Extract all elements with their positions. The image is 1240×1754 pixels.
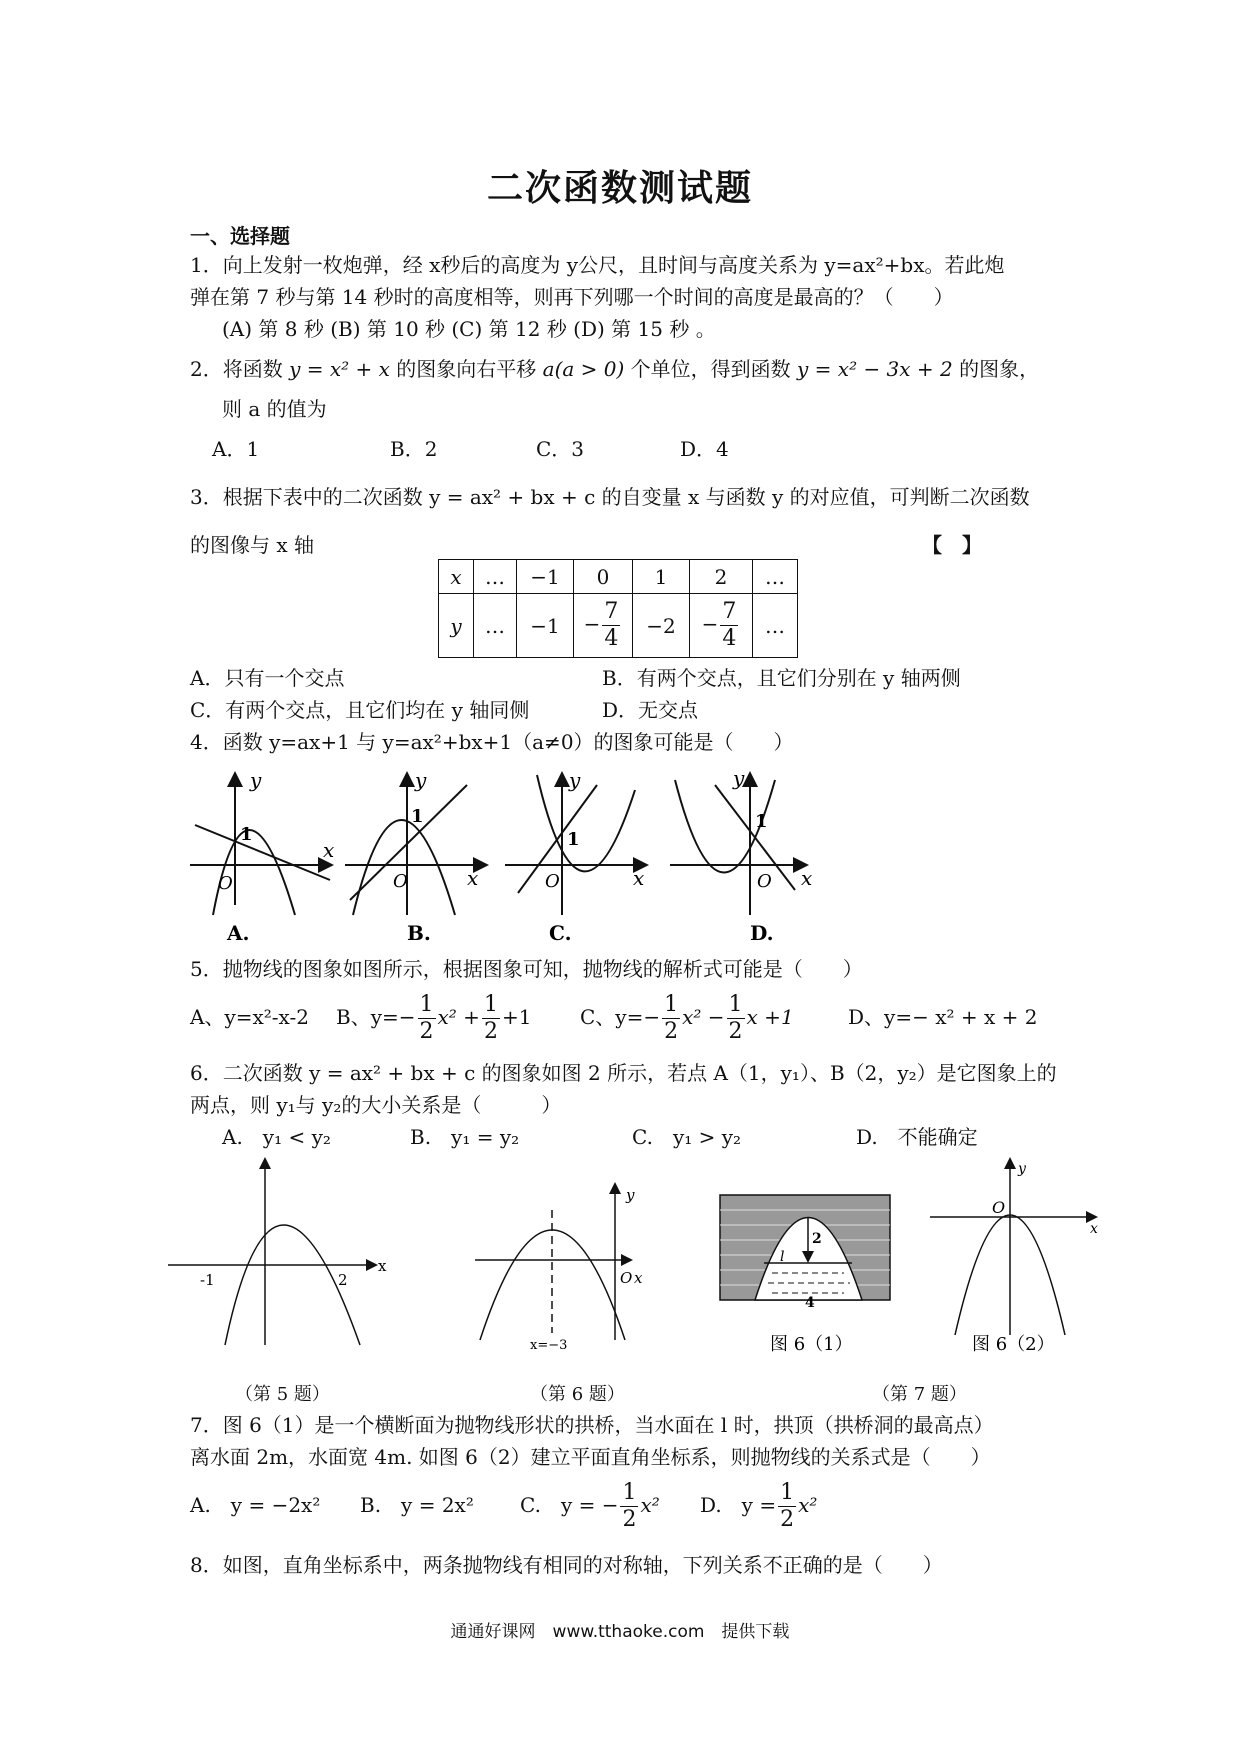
page-title: 二次函数测试题 [486,167,753,209]
graph-a-y-label: y [250,768,262,792]
fig5-neg1: -1 [200,1271,215,1289]
q5-option-c: C、y=− $\frac{1}{2}$ x² − $\frac{1}{2}$ x +1 [580,992,794,1044]
graph-c-one: 1 [567,829,580,850]
figure-q7-bridge [720,1195,890,1300]
fig6-origin: O [620,1269,633,1287]
q3-line2: 的图像与 x 轴 [190,533,314,557]
fig5-caption: （第 5 题） [235,1384,330,1405]
page-footer: 通通好课网 www.tthaoke.com 提供下载 [450,1622,790,1642]
section-heading: 一、选择题 [190,224,290,248]
q5-line1: 5．抛物线的图象如图所示，根据图象可知，抛物线的解析式可能是（ ） [190,957,863,981]
graph-c-origin: O [545,871,560,892]
fig7b-origin: O [992,1198,1006,1217]
q6-line1: 6．二次函数 y = ax² + bx + c 的图象如图 2 所示，若点 A（1，y₁）、B（2，y₂）是它图象上的 [190,1061,1057,1085]
q6-option-a: A. y₁ < y₂ [222,1125,331,1149]
q3-line1: 3．根据下表中的二次函数 y = ax² + bx + c 的自变量 x 与函数 y 的对应值，可判断二次函数 [190,485,1030,509]
q3-option-a: A．只有一个交点 [190,666,345,690]
graph-d-label: D. [750,921,774,945]
fig7-width: 4 [805,1295,815,1311]
table-cell: 2 [690,560,753,594]
q1-options: (A) 第 8 秒 (B) 第 10 秒 (C) 第 12 秒 (D) 第 15 秒 。 [222,317,716,341]
table-cell: 1 [633,560,690,594]
graph-a [190,775,330,915]
fig7a-caption: 图 6（1） [770,1334,853,1355]
graph-a-x-label: x [323,838,335,862]
q5-option-b: B、y=− $\frac{1}{2}$ x² + $\frac{1}{2}$ +1 [336,992,532,1044]
graph-b [345,775,485,915]
q6-option-c: C. y₁ > y₂ [632,1125,742,1149]
q2-option-a: A．1 [212,437,260,461]
figure-q5 [168,1160,375,1345]
graph-b-y-label: y [415,768,427,792]
fig7b-caption: 图 6（2） [972,1334,1055,1355]
q4-graphs [185,765,825,955]
graph-d-y-label: y [733,766,745,790]
q2-option-d: D．4 [680,437,729,461]
graph-a-origin: O [218,873,233,894]
fig6-x: x [634,1269,643,1287]
fig7b-x: x [1090,1221,1098,1237]
q1-line2: 弹在第 7 秒与第 14 秒时的高度相等，则再下列哪一个时间的高度是最高的？（ ） [190,285,954,309]
graph-d-one: 1 [755,811,768,832]
table-cell: … [474,560,517,594]
q5-option-d: D、y=− x² + x + 2 [848,1005,1038,1029]
fig5-two: 2 [338,1271,348,1289]
graph-d-x-label: x [801,866,813,890]
q6-option-b: B. y₁ = y₂ [410,1125,520,1149]
graph-b-x-label: x [467,866,479,890]
fig6-y: y [626,1186,635,1204]
fig7-height: 2 [812,1231,822,1247]
graph-b-one: 1 [411,806,424,827]
q4-line1: 4．函数 y=ax+1 与 y=ax²+bx+1（a≠0）的图象可能是（ ） [190,730,794,754]
q2-option-b: B．2 [390,437,438,461]
q8-line1: 8．如图，直角坐标系中，两条抛物线有相同的对称轴，下列关系不正确的是（ ） [190,1553,943,1577]
table-cell: 0 [574,560,633,594]
figure-q6 [475,1185,633,1340]
table-row [439,594,798,658]
graph-c-label: C. [549,921,572,945]
table-cell: − $\frac{7}{4}$ [574,594,633,658]
fig7b-y: y [1018,1161,1026,1177]
q7-option-a: A. y = −2x² [190,1493,321,1517]
table-cell: y [439,594,474,658]
q6-line2: 两点，则 y₁与 y₂的大小关系是（ ） [190,1093,562,1117]
table-cell: −2 [633,594,690,658]
fig7-water-label: l [780,1249,785,1265]
value-table [438,559,798,658]
graph-b-origin: O [393,871,408,892]
graph-c-x-label: x [633,866,645,890]
q3-option-d: D．无交点 [602,698,699,722]
table-cell: … [753,594,798,658]
table-cell: −1 [517,560,574,594]
q1-line1: 1．向上发射一枚炮弹，经 x秒后的高度为 y公尺，且时间与高度关系为 y=ax²+bx。若此炮 [190,253,1005,277]
figure-q7-axes [930,1160,1095,1335]
q3-option-b: B．有两个交点，且它们分别在 y 轴两侧 [602,666,961,690]
q7-option-c: C. y = − $\frac{1}{2}$ x² [520,1480,660,1532]
table-cell: − $\frac{7}{4}$ [690,594,753,658]
q7-option-d: D. y = $\frac{1}{2}$ x² [700,1480,818,1532]
graph-a-one: 1 [240,824,253,845]
table-row [439,560,798,594]
figures-row [160,1155,1110,1355]
table-cell: … [474,594,517,658]
table-cell: x [439,560,474,594]
graph-a-label: A. [227,921,250,945]
q7-line1: 7．图 6（1）是一个横断面为抛物线形状的拱桥，当水面在 l 时，拱顶（拱桥洞的最高点） [190,1413,994,1437]
q6-option-d: D. 不能确定 [856,1125,978,1149]
fig6-caption: （第 6 题） [530,1384,625,1405]
answer-bracket: 【 】 [922,533,982,557]
graph-b-label: B. [407,921,431,945]
fig7-caption: （第 7 题） [872,1384,967,1405]
fig5-x: x [378,1257,387,1275]
q7-option-b: B. y = 2x² [360,1493,474,1517]
q7-line2: 离水面 2m，水面宽 4m. 如图 6（2）建立平面直角坐标系，则抛物线的关系式是（ ） [190,1445,991,1469]
q2-line2: 则 a 的值为 [222,397,327,421]
fig6-axis-label: x=−3 [530,1338,568,1353]
graph-d-origin: O [757,871,772,892]
q3-option-c: C．有两个交点，且它们均在 y 轴同侧 [190,698,530,722]
q5-option-a: A、y=x²-x-2 [190,1005,309,1029]
table-cell: −1 [517,594,574,658]
graph-d [670,775,805,915]
graph-c-y-label: y [569,768,581,792]
q2-line1: 2．将函数 y = x² + x 的图象向右平移 a(a > 0) 个单位，得到函数 y = x² − 3x + 2 的图象， [190,357,1040,381]
q2-option-c: C．3 [536,437,585,461]
table-cell: … [753,560,798,594]
